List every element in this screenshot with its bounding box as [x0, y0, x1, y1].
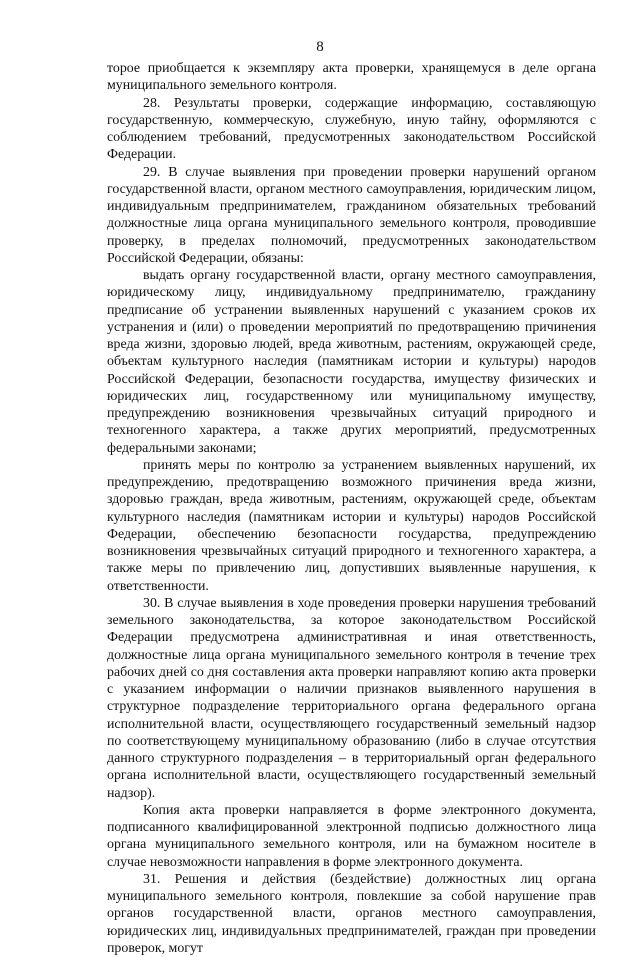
- paragraph-item-30-copy: Копия акта проверки направляется в форме электронного документа, подписанного квалифицированной электронной подписью должностного лица органа муниципального земельного контроля, или на бумажном носителе в случае невозможности направления в форме электронного документа.: [107, 802, 596, 870]
- paragraph-item-30: 30. В случае выявления в ходе проведения проверки нарушения требований земельного законодательства, за которое законодательством Российской Федерации предусмотрена административная и иная ответственность, должностные лица органа муниципального земельного контроля в течение трех рабочих дней со дня составления акта проверки направляют копию акта проверки с указанием информации о наличии признаков выявленного нарушения в структурное подразделение территориального органа федерального органа исполнительной власти, осуществляющего государственный земельный надзор по соответствующему муниципальному образованию (либо в случае отсутствия данного структурного подразделения – в территориальный орган федерального органа исполнительной власти, осуществляющего государственный земельный надзор).: [107, 595, 596, 801]
- paragraph-item-29-duty-2: принять меры по контролю за устранением выявленных нарушений, их предупреждению, предотвращению возможного причинения вреда жизни, здоровью граждан, вреда животным, растениям, окружающей среде, объектам культурного наследия (памятникам истории и культуры) народов Российской Федерации, обеспечению безопасности государства, предупреждению возникновения чрезвычайных ситуаций природного и техногенного характера, а также меры по привлечению лиц, допустивших выявленные нарушения, к ответственности.: [107, 457, 596, 594]
- document-body: [107, 60, 596, 957]
- paragraph-item-28: 28. Результаты проверки, содержащие информацию, составляющую государственную, коммерческую, служебную, иную тайну, оформляются с соблюдением требований, предусмотренных законодательством Российской Федерации.: [107, 95, 596, 163]
- page-number: 8: [316, 39, 324, 55]
- paragraph-item-31: 31. Решения и действия (бездействие) должностных лиц органа муниципального земельного контроля, повлекшие за собой нарушение прав органов государственной власти, органов местного самоуправления, юридических лиц, индивидуальных предпринимателей, граждан при проведении проверок, могут: [107, 871, 596, 956]
- paragraph-continuation: торое приобщается к экземпляру акта проверки, хранящемуся в деле органа муниципального земельного контроля.: [107, 61, 596, 94]
- paragraph-item-29: 29. В случае выявления при проведении проверки нарушений органом государственной власти, органом местного самоуправления, юридическим лицом, индивидуальным предпринимателем, гражданином обязательных требований должностные лица органа муниципального земельного контроля, проводившие проверку, в пределах полномочий, предусмотренных законодательством Российской Федерации, обязаны:: [107, 164, 596, 266]
- paragraph-item-29-duty-1: выдать органу государственной власти, органу местного самоуправления, юридическому лицу, индивидуальному предпринимателю, гражданину предписание об устранении выявленных нарушений с указанием сроков их устранения и (или) о проведении мероприятий по предотвращению причинения вреда жизни, здоровью людей, вреда животным, растениям, окружающей среде, объектам культурного наследия (памятникам истории и культуры) народов Российской Федерации, безопасности государства, имуществу физических и юридических лиц, государственному или муниципальному имуществу, предупреждению возникновения чрезвычайных ситуаций природного и техногенного характера, а также других мероприятий, предусмотренных федеральными законами;: [107, 268, 596, 456]
